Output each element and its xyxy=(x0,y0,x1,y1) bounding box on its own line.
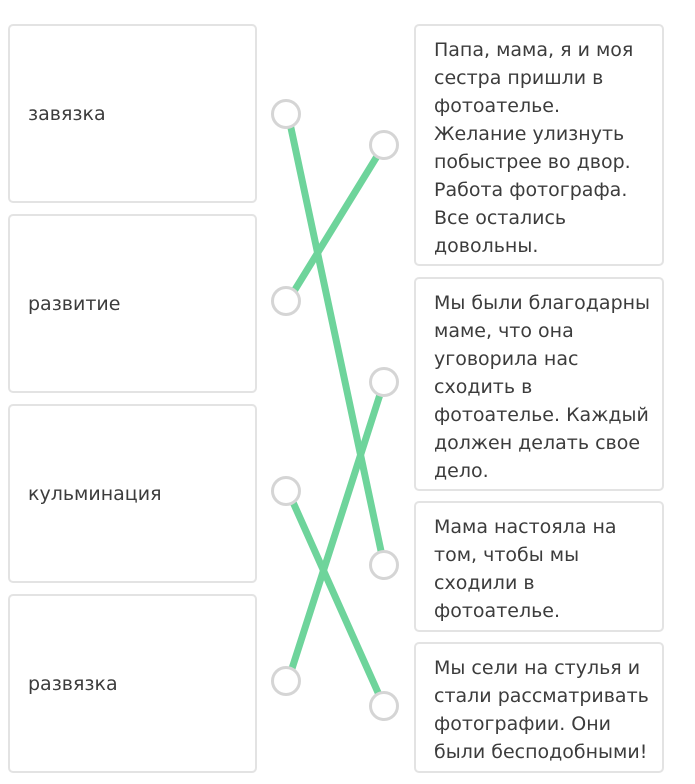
right-connector-dot[interactable] xyxy=(369,130,399,160)
left-item-3[interactable] xyxy=(8,404,257,583)
right-item-4[interactable] xyxy=(414,642,664,773)
left-item-label: кульминация xyxy=(28,482,162,505)
right-item-text: Папа, мама, я и моя сестра пришли в фотоателье. Желание улизнуть побыстрее во двор. Работа фотографа. Все остались довольны. xyxy=(434,39,634,257)
connection-line xyxy=(288,382,384,681)
left-item-4[interactable] xyxy=(8,594,257,773)
right-item-2[interactable] xyxy=(414,277,664,491)
connection-line xyxy=(288,491,384,706)
left-connector-dot[interactable] xyxy=(271,666,301,696)
right-item-text: Мы были благодарны маме, что она уговорила нас сходить в фотоателье. Каждый должен делать свое дело. xyxy=(434,292,651,482)
right-connector-dot[interactable] xyxy=(369,367,399,397)
left-connector-dot[interactable] xyxy=(271,286,301,316)
left-item-1[interactable] xyxy=(8,24,257,203)
left-connector-dot[interactable] xyxy=(271,476,301,506)
connection-line xyxy=(288,145,384,301)
right-item-text: Мы сели на стулья и стали рассматривать фотографии. Они были бесподобными! xyxy=(434,657,649,763)
connection-line xyxy=(288,114,384,565)
right-item-1[interactable] xyxy=(414,24,664,266)
left-item-2[interactable] xyxy=(8,214,257,393)
right-connector-dot[interactable] xyxy=(369,550,399,580)
left-item-label: развязка xyxy=(28,672,118,695)
right-item-text: Мама настояла на том, чтобы мы сходили в фотоателье. xyxy=(434,516,617,622)
right-connector-dot[interactable] xyxy=(369,691,399,721)
left-connector-dot[interactable] xyxy=(271,99,301,129)
left-item-label: развитие xyxy=(28,292,121,315)
right-item-3[interactable] xyxy=(414,501,664,632)
left-item-label: завязка xyxy=(28,102,106,125)
